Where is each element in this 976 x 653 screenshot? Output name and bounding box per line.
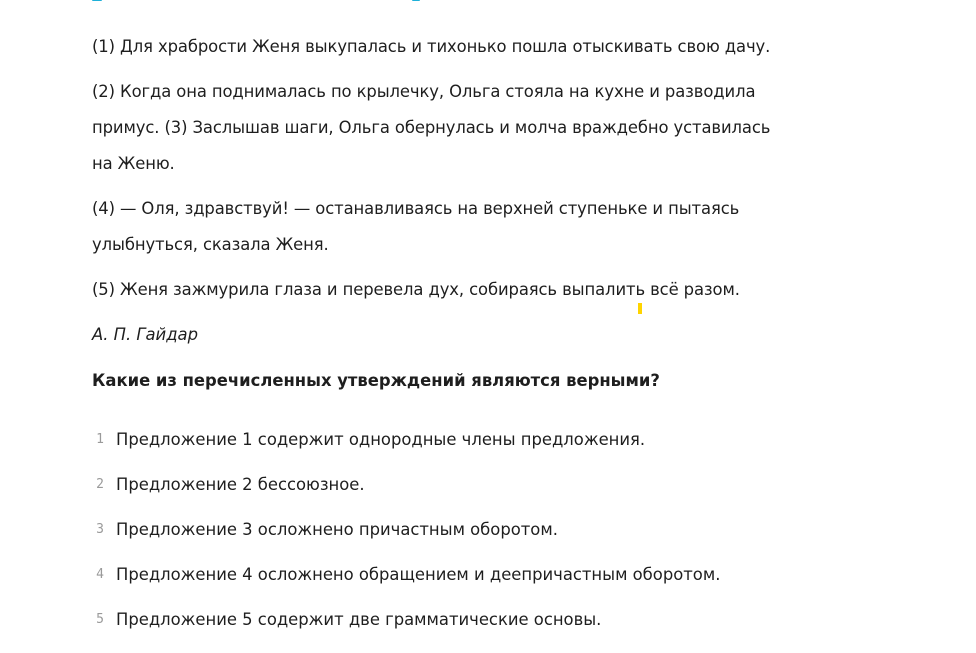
option-text: Предложение 3 осложнено причастным оборотом.	[116, 520, 558, 539]
option-text: Предложение 4 осложнено обращением и деепричастным оборотом.	[116, 565, 721, 584]
option-text: Предложение 5 содержит две грамматические основы.	[116, 610, 602, 629]
cut-off-heading	[92, 0, 422, 4]
option-number: 1	[96, 432, 104, 447]
text-paragraph-3: (4) — Оля, здравствуй! — останавливаясь на верхней ступеньке и пытаясь улыбнуться, сказала Женя.	[92, 199, 740, 254]
author-name: А. П. Гайдар	[92, 325, 198, 344]
option-text: Предложение 2 бессоюзное.	[116, 475, 365, 494]
heading-fragment	[412, 0, 420, 1]
answer-option-4[interactable]	[92, 552, 782, 597]
heading-fragment	[92, 0, 102, 1]
text-paragraph-2: (2) Когда она поднималась по крылечку, Ольга стояла на кухне и разводила примус. (3) Заслышав шаги, Ольга обернулась и молча враждебно уставилась на Женю.	[92, 82, 771, 173]
answer-option-5[interactable]	[92, 597, 782, 642]
option-text: Предложение 1 содержит однородные члены предложения.	[116, 430, 646, 449]
answer-option-3[interactable]	[92, 507, 782, 552]
option-number: 3	[96, 522, 104, 537]
text-cursor-marker	[638, 303, 642, 314]
text-paragraph-1: (1) Для храбрости Женя выкупалась и тихонько пошла отыскивать свою дачу.	[92, 37, 771, 56]
text-paragraph-4: (5) Женя зажмурила глаза и перевела дух, собираясь выпалить всё разом.	[92, 280, 740, 299]
option-number: 5	[96, 612, 104, 627]
option-number: 2	[96, 477, 104, 492]
answer-option-1[interactable]	[92, 417, 782, 462]
question-text: Какие из перечисленных утверждений являются верными?	[92, 371, 660, 390]
option-number: 4	[96, 567, 104, 582]
task-content	[92, 29, 782, 642]
answer-option-2[interactable]	[92, 462, 782, 507]
answer-options-list	[92, 417, 782, 642]
